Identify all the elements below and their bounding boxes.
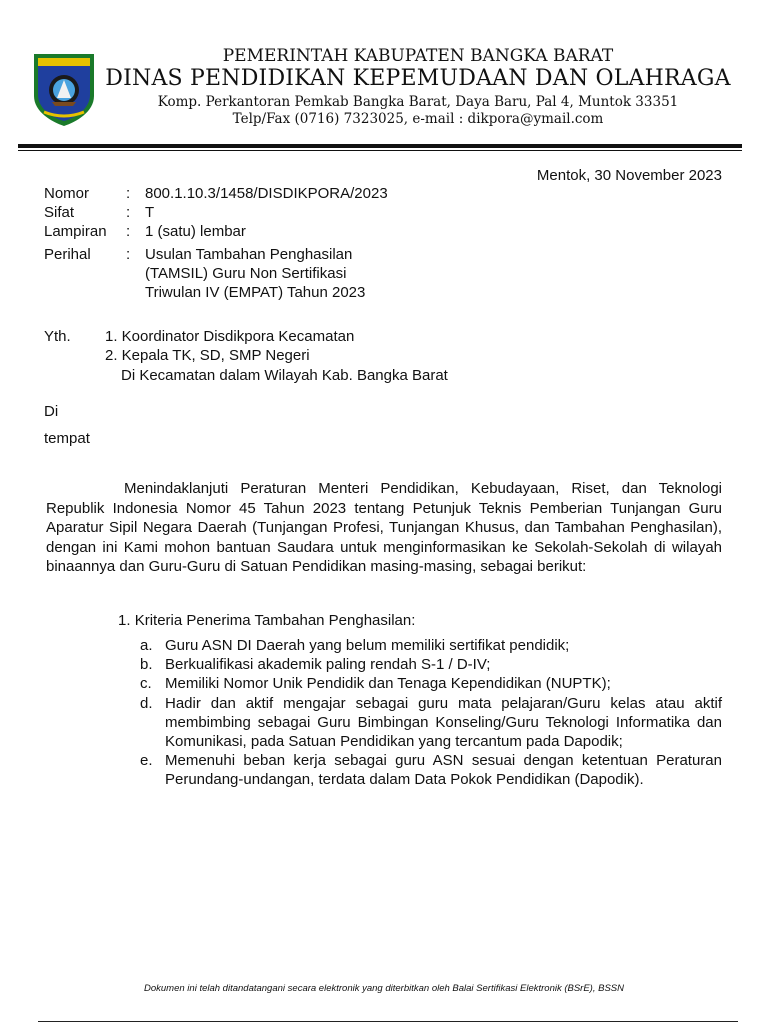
criteria-heading — [118, 612, 415, 629]
letter-date: Mentok, 30 November 2023 — [536, 167, 722, 184]
criteria-item-marker: c. — [140, 675, 152, 693]
meta-value-line: Usulan Tambahan Penghasilan — [145, 246, 353, 263]
criteria-item — [140, 636, 722, 655]
criteria-item-text: Hadir dan aktif mengajar sebagai guru mata pelajaran/Guru kelas atau aktif membimbing sebagai Guru Bimbingan Konseling/Guru Teknologi Informatika dan Komunikasi, pada Satuan Pendidikan yang tercantum pada Dapodik; — [165, 694, 722, 751]
meta-colon: : — [126, 204, 131, 221]
meta-key: Lampiran — [44, 223, 107, 240]
criteria-item — [140, 655, 722, 674]
meta-colon: : — [126, 185, 131, 202]
header-government-name: PEMERINTAH KABUPATEN BANGKA BARAT — [222, 46, 614, 66]
criteria-item-text: Guru ASN DI Daerah yang belum memiliki sertifikat pendidik; — [165, 637, 570, 654]
recipient-item: 1. Koordinator Disdikpora Kecamatan — [105, 328, 355, 345]
meta-value: 800.1.10.3/1458/DISDIKPORA/2023 — [145, 185, 388, 202]
meta-key: Perihal — [44, 246, 91, 263]
recipient-salutation: Yth. — [44, 328, 71, 345]
criteria-item-marker: d. — [140, 694, 153, 712]
criteria-item — [140, 674, 722, 693]
meta-value: T — [145, 204, 155, 221]
criteria-item-marker: a. — [140, 637, 153, 654]
criteria-item-text: Memenuhi beban kerja sebagai guru ASN sesuai dengan ketentuan Peraturan Perundang-undangan, terdata dalam Data Pokok Pendidikan (Dapodik). — [165, 752, 722, 789]
meta-colon: : — [126, 223, 131, 240]
header-address: Komp. Perkantoran Pemkab Bangka Barat, Daya Baru, Pal 4, Muntok 33351 — [157, 94, 679, 110]
meta-value: 1 (satu) lembar — [145, 223, 246, 240]
meta-value-line: (TAMSIL) Guru Non Sertifikasi — [145, 265, 347, 282]
meta-colon: : — [126, 246, 131, 263]
header-divider-thick — [18, 144, 742, 148]
criteria-item-text: Memiliki Nomor Unik Pendidik dan Tenaga Kependidikan (NUPTK); — [165, 675, 611, 693]
meta-key: Sifat — [44, 204, 75, 221]
header-agency-name: DINAS PENDIDIKAN KEPEMUDAAN DAN OLAHRAGA — [105, 66, 731, 91]
criteria-item — [140, 751, 722, 789]
e-signature-footer: Dokumen ini telah ditandatangani secara elektronik yang diterbitkan oleh Balai Sertifikasi Elektronik (BSrE), BSSN — [144, 983, 624, 994]
recipient-item: 2. Kepala TK, SD, SMP Negeri — [105, 347, 310, 364]
address-di: Di — [44, 403, 59, 420]
header-divider-thin — [18, 150, 742, 151]
recipient-location: Di Kecamatan dalam Wilayah Kab. Bangka Barat — [121, 367, 448, 384]
criteria-item-marker: e. — [140, 752, 153, 770]
criteria-title: Kriteria Penerima Tambahan Penghasilan: — [134, 612, 416, 629]
criteria-item — [140, 694, 722, 752]
address-tempat: tempat — [44, 430, 90, 447]
criteria-list — [140, 636, 722, 790]
body-paragraph — [46, 479, 722, 577]
meta-value-line: Triwulan IV (EMPAT) Tahun 2023 — [145, 284, 366, 301]
body-paragraph-text: Menindaklanjuti Peraturan Menteri Pendidikan, Kebudayaan, Riset, dan Teknologi Republik Indonesia Nomor 45 Tahun 2023 tentang Petunjuk Teknis Pemberian Tunjangan Guru Aparatur Sipil Negara Daerah (Tunjangan Profesi, Tunjangan Khusus, dan Tambahan Penghasilan), dengan ini Kami mohon bantuan Saudara untuk menginformasikan ke Sekolah-Sekolah di wilayah binaannya dan Guru-Guru di Satuan Pendidikan masing-masing, sebagai berikut: — [46, 480, 722, 576]
criteria-number: 1. — [118, 612, 131, 629]
meta-key: Nomor — [44, 185, 90, 202]
footer-divider — [38, 1021, 738, 1022]
header-contact: Telp/Fax (0716) 7323025, e-mail : dikpora@ymail.com — [232, 111, 604, 127]
criteria-item-text: Berkualifikasi akademik paling rendah S-1 / D-IV; — [165, 656, 491, 674]
criteria-item-marker: b. — [140, 656, 153, 674]
